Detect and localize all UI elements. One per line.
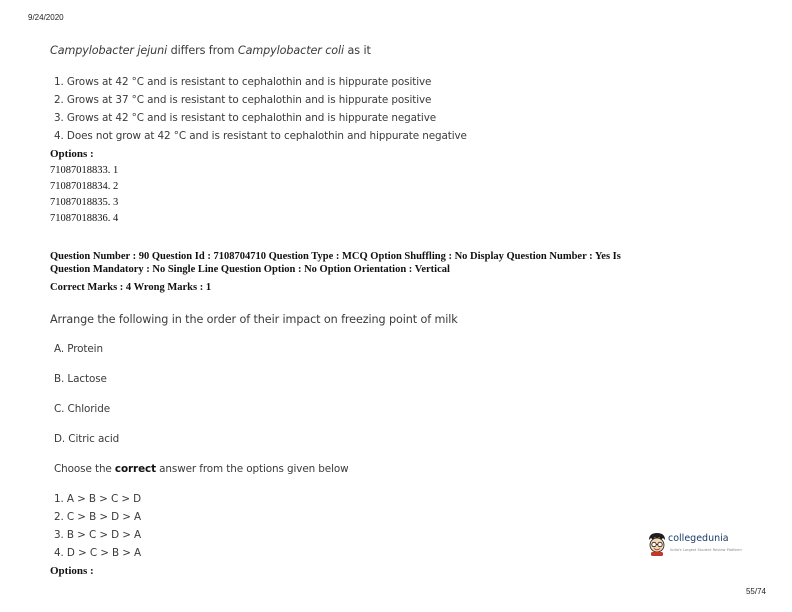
question1-choice: 3. Grows at 42 °C and is resistant to cephalothin and is hippurate negative (54, 112, 437, 124)
organism-name-1: Campylobacter jejuni (50, 44, 168, 57)
question-marks: Correct Marks : 4 Wrong Marks : 1 (50, 282, 212, 293)
question2-choice: 4. D > C > B > A (54, 547, 142, 559)
question1-choice: 4. Does not grow at 42 °C and is resistant to cephalothin and hippurate negative (54, 130, 467, 142)
question2-choice: 2. C > B > D > A (54, 511, 142, 523)
option-id: 71087018836. 4 (50, 213, 119, 224)
logo-tagline: India's Largest Student Review Platform (670, 548, 742, 552)
question2-choice: 1. A > B > C > D (54, 493, 142, 505)
options-label: Options : (50, 565, 94, 577)
question2-stem: Arrange the following in the order of their impact on freezing point of milk (50, 313, 458, 326)
question-meta-line2: Question Mandatory : No Single Line Question Option : No Option Orientation : Vertical (50, 264, 450, 275)
options-label: Options : (50, 148, 94, 160)
page-number: 55/74 (745, 587, 766, 596)
question1-stem (50, 44, 371, 57)
collegedunia-logo (646, 530, 742, 560)
stem-connector: differs from (167, 44, 238, 57)
question2-item: B. Lactose (54, 373, 107, 385)
instruction-post: answer from the options given below (155, 463, 349, 475)
mascot-icon (646, 531, 668, 557)
logo-wordmark: collegedunia (668, 533, 729, 544)
question2-choice: 3. B > C > D > A (54, 529, 142, 541)
instruction-bold: correct (114, 463, 156, 475)
question2-item: A. Protein (54, 343, 103, 355)
option-id: 71087018833. 1 (50, 165, 119, 176)
stem-tail: as it (344, 44, 371, 57)
question2-item: D. Citric acid (54, 433, 120, 445)
question1-choice: 1. Grows at 42 °C and is resistant to cephalothin and is hippurate positive (54, 76, 432, 88)
question-meta-line1: Question Number : 90 Question Id : 7108704710 Question Type : MCQ Option Shuffling : No Display Question Number : Yes Is (50, 251, 621, 262)
print-date: 9/24/2020 (28, 13, 64, 22)
question1-choice: 2. Grows at 37 °C and is resistant to cephalothin and is hippurate positive (54, 94, 432, 106)
option-id: 71087018834. 2 (50, 181, 119, 192)
question2-instruction (54, 463, 349, 475)
organism-name-2: Campylobacter coli (237, 44, 345, 57)
option-id: 71087018835. 3 (50, 197, 119, 208)
question2-item: C. Chloride (54, 403, 110, 415)
instruction-pre: Choose the (54, 463, 115, 475)
